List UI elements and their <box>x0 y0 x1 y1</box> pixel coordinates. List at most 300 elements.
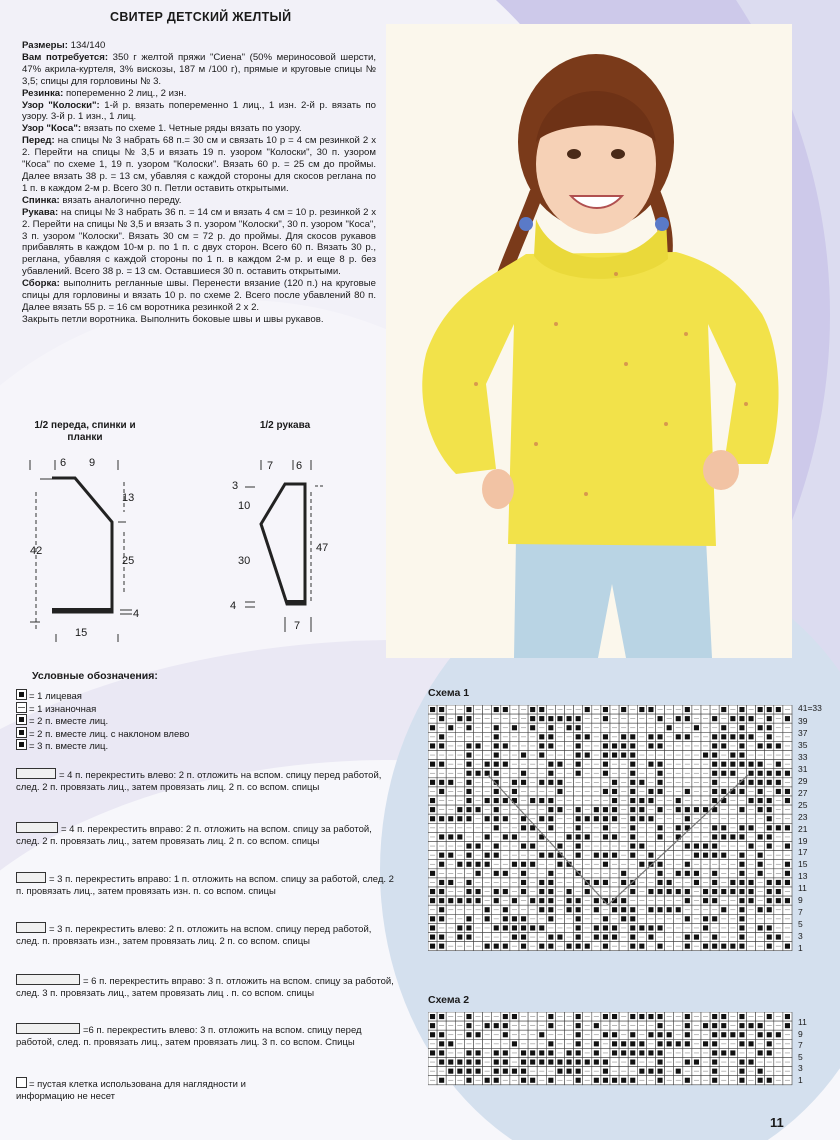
scheme1-knit-mark <box>466 707 471 712</box>
scheme1-knit-mark <box>485 907 490 912</box>
front-dim-right-2: 25 <box>122 555 135 567</box>
scheme1-knit-mark <box>439 935 444 940</box>
scheme1-knit-mark <box>567 898 572 903</box>
scheme1-knit-mark <box>712 825 717 830</box>
legend-item-text: = 1 изнаночная <box>29 703 97 715</box>
scheme1-knit-mark <box>694 853 699 858</box>
scheme2-knit-mark <box>630 1078 635 1083</box>
scheme1-knit-mark <box>503 889 508 894</box>
scheme1-knit-mark <box>567 907 572 912</box>
scheme1-knit-mark <box>658 734 663 739</box>
scheme1-knit-mark <box>466 725 471 730</box>
scheme2-knit-mark <box>767 1014 772 1019</box>
scheme1-knit-mark <box>739 725 744 730</box>
scheme2-knit-mark <box>712 1069 717 1074</box>
description-label: Рукава: <box>22 206 59 218</box>
scheme1-top-label: 41=33 <box>798 703 822 713</box>
scheme1-knit-mark <box>576 844 581 849</box>
scheme1-knit-mark <box>630 743 635 748</box>
scheme1-knit-mark <box>721 771 726 776</box>
scheme1-knit-mark <box>630 825 635 830</box>
scheme2-knit-mark <box>648 1032 653 1037</box>
description-text: вязать аналогично переду. <box>59 194 182 206</box>
scheme1-knit-mark <box>448 880 453 885</box>
scheme2-knit-mark <box>603 1078 608 1083</box>
row-number: 35 <box>798 739 808 750</box>
scheme1-knit-mark <box>585 707 590 712</box>
scheme2-knit-mark <box>557 1069 562 1074</box>
scheme1-knit-mark <box>739 716 744 721</box>
scheme1-knit-mark <box>767 716 772 721</box>
scheme1-knit-mark <box>557 716 562 721</box>
scheme2-knit-mark <box>767 1032 772 1037</box>
scheme2-knit-mark <box>457 1069 462 1074</box>
scheme2-knit-mark <box>567 1069 572 1074</box>
scheme1-knit-mark <box>685 734 690 739</box>
scheme1-knit-mark <box>776 771 781 776</box>
scheme1-knit-mark <box>503 907 508 912</box>
scheme1-knit-mark <box>576 716 581 721</box>
scheme2-knit-mark <box>658 1060 663 1065</box>
scheme2-knit-mark <box>430 1023 435 1028</box>
scheme1-knit-mark <box>739 743 744 748</box>
description-text: выполнить регланные швы. Перенести вязание (120 п.) на круговые спицы для горловины и вязать 10 р. по схеме 2. Всего после убавлений 80 п. Далее вязать 55 р. = 16 см воротника резинкой 2 х 2. <box>22 278 376 313</box>
scheme2-knit-mark <box>576 1032 581 1037</box>
scheme1-knit-mark <box>767 743 772 748</box>
scheme2-knit-mark <box>685 1032 690 1037</box>
legend-item-text: = 2 п. вместе лиц. <box>29 716 109 727</box>
scheme1-knit-mark <box>767 825 772 830</box>
scheme1-knit-mark <box>739 925 744 930</box>
cable-4-right-icon <box>16 822 58 833</box>
row-number: 31 <box>798 763 808 774</box>
scheme1-knit-mark <box>630 925 635 930</box>
scheme1-knit-mark <box>494 789 499 794</box>
scheme1-knit-mark <box>439 707 444 712</box>
scheme1-knit-mark <box>466 925 471 930</box>
scheme2-knit-mark <box>639 1014 644 1019</box>
scheme2-knit-mark <box>548 1078 553 1083</box>
scheme1-knit-mark <box>676 871 681 876</box>
scheme1-knit-mark <box>621 707 626 712</box>
scheme1-knit-mark <box>749 798 754 803</box>
scheme1-knit-mark <box>612 743 617 748</box>
legend-cable-item <box>16 1023 394 1049</box>
scheme1-knit-mark <box>439 898 444 903</box>
scheme2-knit-mark <box>703 1041 708 1046</box>
scheme1-knit-mark <box>639 707 644 712</box>
scheme2-knit-mark <box>630 1041 635 1046</box>
scheme1-knit-mark <box>466 789 471 794</box>
scheme1-knit-mark <box>630 889 635 894</box>
scheme2-knit-mark <box>739 1078 744 1083</box>
scheme1-knit-mark <box>476 898 481 903</box>
scheme1-knit-mark <box>439 907 444 912</box>
scheme2-knit-mark <box>494 1069 499 1074</box>
scheme2-knit-mark <box>676 1041 681 1046</box>
scheme2-knit-mark <box>621 1050 626 1055</box>
scheme1-knit-mark <box>576 944 581 949</box>
scheme1-knit-mark <box>530 725 535 730</box>
scheme1-knit-mark <box>494 743 499 748</box>
scheme1-knit-mark <box>767 725 772 730</box>
scheme1-knit-mark <box>439 889 444 894</box>
scheme1-knit-mark <box>548 907 553 912</box>
scheme1-knit-mark <box>758 762 763 767</box>
scheme2-knit-mark <box>476 1050 481 1055</box>
scheme1-knit-mark <box>548 807 553 812</box>
scheme1-knit-mark <box>594 816 599 821</box>
scheme1-knit-mark <box>476 871 481 876</box>
scheme1-knit-mark <box>448 834 453 839</box>
scheme1-knit-mark <box>658 880 663 885</box>
scheme1-knit-mark <box>685 807 690 812</box>
scheme1-knit-mark <box>521 862 526 867</box>
scheme2-knit-mark <box>430 1014 435 1019</box>
scheme2-knit-mark <box>758 1023 763 1028</box>
scheme1-knit-mark <box>712 716 717 721</box>
scheme2-knit-mark <box>730 1032 735 1037</box>
scheme1-knit-mark <box>776 825 781 830</box>
scheme1-knit-mark <box>621 916 626 921</box>
scheme1-knit-mark <box>603 935 608 940</box>
scheme1-knit-mark <box>439 734 444 739</box>
row-number: 19 <box>798 835 808 846</box>
scheme1-knit-mark <box>530 898 535 903</box>
scheme1-knit-mark <box>485 798 490 803</box>
scheme1-knit-mark <box>621 898 626 903</box>
scheme1-knit-mark <box>512 898 517 903</box>
scheme1-knit-mark <box>521 844 526 849</box>
scheme1-knit-mark <box>448 853 453 858</box>
scheme1-knit-mark <box>658 789 663 794</box>
scheme1-knit-mark <box>630 844 635 849</box>
row-number: 5 <box>798 1051 803 1062</box>
row-number: 7 <box>798 1040 803 1051</box>
scheme1-knit-mark <box>758 834 763 839</box>
scheme1-knit-mark <box>485 816 490 821</box>
scheme1-knit-mark <box>503 916 508 921</box>
description-paragraph <box>22 40 376 52</box>
knit-stitch-icon <box>16 689 27 700</box>
scheme2-knit-mark <box>685 1014 690 1019</box>
scheme1-knit-mark <box>730 716 735 721</box>
scheme1-knit-mark <box>767 780 772 785</box>
scheme1-knit-mark <box>658 862 663 867</box>
scheme1-knit-mark <box>603 716 608 721</box>
scheme2-knit-mark <box>476 1032 481 1037</box>
scheme1-knit-mark <box>503 925 508 930</box>
scheme1-knit-mark <box>430 725 435 730</box>
scheme1-knit-mark <box>485 944 490 949</box>
scheme1-knit-mark <box>785 798 790 803</box>
scheme1-knit-mark <box>539 798 544 803</box>
scheme1-knit-mark <box>557 935 562 940</box>
scheme1-knit-mark <box>685 889 690 894</box>
scheme1-knit-mark <box>521 935 526 940</box>
scheme2-chart <box>428 1012 794 1086</box>
scheme1-knit-mark <box>712 853 717 858</box>
scheme1-knit-mark <box>494 898 499 903</box>
description-paragraph <box>22 100 376 124</box>
scheme2-knit-mark <box>576 1050 581 1055</box>
scheme1-knit-mark <box>512 862 517 867</box>
scheme2-knit-mark <box>448 1069 453 1074</box>
scheme1-knit-mark <box>721 762 726 767</box>
scheme1-knit-mark <box>648 889 653 894</box>
scheme1-knit-mark <box>530 716 535 721</box>
scheme2-knit-mark <box>485 1078 490 1083</box>
scheme2-knit-mark <box>530 1050 535 1055</box>
scheme1-knit-mark <box>539 925 544 930</box>
row-number: 33 <box>798 751 808 762</box>
scheme1-knit-mark <box>658 925 663 930</box>
scheme1-knit-mark <box>767 944 772 949</box>
scheme1-knit-mark <box>630 780 635 785</box>
scheme2-knit-mark <box>739 1014 744 1019</box>
scheme1-knit-mark <box>439 816 444 821</box>
row-number: 1 <box>798 943 803 954</box>
scheme1-knit-mark <box>466 898 471 903</box>
scheme2-knit-mark <box>539 1060 544 1065</box>
scheme2-knit-mark <box>503 1050 508 1055</box>
scheme1-knit-mark <box>749 825 754 830</box>
scheme1-knit-mark <box>703 944 708 949</box>
scheme1-knit-mark <box>476 807 481 812</box>
scheme1-knit-mark <box>685 707 690 712</box>
scheme1-knit-mark <box>557 780 562 785</box>
scheme1-knit-mark <box>739 935 744 940</box>
scheme1-knit-mark <box>521 944 526 949</box>
scheme1-knit-mark <box>776 762 781 767</box>
description-paragraph <box>22 314 376 326</box>
scheme2-knit-mark <box>539 1032 544 1037</box>
scheme2-knit-mark <box>739 1023 744 1028</box>
scheme1-knit-mark <box>439 780 444 785</box>
scheme2-knit-mark <box>630 1014 635 1019</box>
row-number: 17 <box>798 847 808 858</box>
legend-cable-text: = 6 п. перекрестить вправо: 3 п. отложить на вспом. спицу за работой, след. 3 п. провязать лиц., затем провязать лиц . п. со вспом. спицы <box>16 976 394 999</box>
scheme2-knit-mark <box>594 1041 599 1046</box>
scheme1-knit-mark <box>648 798 653 803</box>
scheme1-knit-mark <box>485 762 490 767</box>
scheme1-knit-mark <box>576 816 581 821</box>
scheme1-knit-mark <box>730 762 735 767</box>
scheme1-knit-mark <box>739 898 744 903</box>
scheme1-knit-mark <box>630 734 635 739</box>
scheme1-knit-mark <box>749 762 754 767</box>
scheme2-knit-mark <box>758 1069 763 1074</box>
row-number: 23 <box>798 811 808 822</box>
sleeve-dim-right: 47 <box>316 542 329 554</box>
scheme1-knit-mark <box>694 871 699 876</box>
scheme2-knit-mark <box>703 1023 708 1028</box>
purl-stitch-icon <box>16 702 27 713</box>
scheme1-knit-mark <box>567 725 572 730</box>
scheme1-knit-mark <box>685 944 690 949</box>
cable-3-right-icon <box>16 872 46 883</box>
scheme2-knit-mark <box>648 1014 653 1019</box>
scheme1-knit-mark <box>494 734 499 739</box>
scheme1-knit-mark <box>639 807 644 812</box>
scheme1-knit-mark <box>767 889 772 894</box>
scheme2-knit-mark <box>785 1014 790 1019</box>
scheme1-knit-mark <box>749 771 754 776</box>
scheme1-knit-mark <box>430 743 435 748</box>
scheme1-knit-mark <box>503 762 508 767</box>
scheme1-knit-mark <box>712 762 717 767</box>
scheme1-knit-mark <box>639 780 644 785</box>
scheme1-knit-mark <box>503 871 508 876</box>
scheme2-knit-mark <box>712 1060 717 1065</box>
scheme1-knit-mark <box>776 743 781 748</box>
scheme1-knit-mark <box>721 789 726 794</box>
scheme1-knit-mark <box>430 916 435 921</box>
scheme2-knit-mark <box>658 1078 663 1083</box>
scheme1-knit-mark <box>603 853 608 858</box>
scheme1-knit-mark <box>703 898 708 903</box>
description-text: на спицы № 3 набрать 68 п.= 30 см и связать 10 р = 4 см резинкой 2 х 2. Перейти на спицы № 3,5 и вязать 19 п. узором "Колоски", 30 п. узором "Коса" по схеме 1, 19 п. узором "Колоски". Вязать 60 р. = 25 см до проймы. Далее вязать 38 р. = 13 см, убавляя с каждой стороны для скосов реглана по 1 п. в каждом 2-м р. Всего 30 п. Петли оставить открытыми. <box>22 135 376 194</box>
scheme1-knit-mark <box>594 898 599 903</box>
scheme1-knit-mark <box>530 798 535 803</box>
scheme1-knit-mark <box>548 716 553 721</box>
scheme1-knit-mark <box>430 798 435 803</box>
scheme1-knit-mark <box>512 935 517 940</box>
scheme2-knit-mark <box>457 1060 462 1065</box>
scheme1-knit-mark <box>539 743 544 748</box>
scheme2-knit-mark <box>721 1050 726 1055</box>
scheme1-knit-mark <box>494 871 499 876</box>
scheme2-knit-mark <box>685 1041 690 1046</box>
scheme1-knit-mark <box>658 825 663 830</box>
scheme1-knit-mark <box>712 935 717 940</box>
scheme1-knit-mark <box>466 816 471 821</box>
scheme1-knit-mark <box>648 935 653 940</box>
scheme2-knit-mark <box>721 1032 726 1037</box>
k3tog-icon <box>16 739 27 750</box>
scheme1-knit-mark <box>685 844 690 849</box>
scheme1-knit-mark <box>567 889 572 894</box>
scheme1-knit-mark <box>758 798 763 803</box>
scheme1-knit-mark <box>576 725 581 730</box>
scheme1-knit-mark <box>721 825 726 830</box>
scheme2-knit-mark <box>494 1050 499 1055</box>
description-text: попеременно 2 лиц., 2 изн. <box>63 87 187 99</box>
scheme2-knit-mark <box>603 1069 608 1074</box>
scheme1-knit-mark <box>612 807 617 812</box>
scheme2-knit-mark <box>612 1014 617 1019</box>
scheme2-knit-mark <box>585 1060 590 1065</box>
scheme1-knit-mark <box>466 807 471 812</box>
scheme1-knit-mark <box>758 780 763 785</box>
scheme1-knit-mark <box>630 771 635 776</box>
scheme1-knit-mark <box>767 771 772 776</box>
scheme1-knit-mark <box>585 734 590 739</box>
scheme1-knit-mark <box>521 889 526 894</box>
scheme1-title: Схема 1 <box>428 687 470 699</box>
scheme1-knit-mark <box>430 944 435 949</box>
scheme1-knit-mark <box>521 871 526 876</box>
scheme1-knit-mark <box>503 816 508 821</box>
scheme1-knit-mark <box>494 762 499 767</box>
scheme2-knit-mark <box>630 1050 635 1055</box>
scheme1-knit-mark <box>658 716 663 721</box>
scheme1-knit-mark <box>557 862 562 867</box>
scheme1-knit-mark <box>494 816 499 821</box>
scheme1-knit-mark <box>530 925 535 930</box>
description-label: Размеры: <box>22 40 68 51</box>
scheme1-knit-mark <box>503 743 508 748</box>
scheme1-knit-mark <box>576 825 581 830</box>
scheme2-knit-mark <box>548 1060 553 1065</box>
scheme1-knit-mark <box>758 707 763 712</box>
scheme1-knit-mark <box>703 925 708 930</box>
scheme1-knit-mark <box>767 907 772 912</box>
scheme1-knit-mark <box>630 807 635 812</box>
scheme1-knit-mark <box>612 853 617 858</box>
scheme1-knit-mark <box>739 916 744 921</box>
row-number: 1 <box>798 1075 803 1085</box>
scheme1-knit-mark <box>739 734 744 739</box>
cable-4-left-icon <box>16 768 56 779</box>
scheme1-knit-mark <box>567 834 572 839</box>
scheme1-knit-mark <box>567 944 572 949</box>
scheme1-knit-mark <box>721 889 726 894</box>
scheme1-knit-mark <box>594 853 599 858</box>
scheme1-knit-mark <box>658 771 663 776</box>
scheme1-knit-mark <box>676 716 681 721</box>
scheme1-knit-mark <box>712 944 717 949</box>
scheme1-knit-mark <box>630 753 635 758</box>
scheme1-knit-mark <box>430 898 435 903</box>
scheme2-knit-mark <box>667 1032 672 1037</box>
scheme1-knit-mark <box>667 889 672 894</box>
scheme1-knit-mark <box>439 880 444 885</box>
scheme2-knit-mark <box>466 1069 471 1074</box>
scheme1-knit-mark <box>548 771 553 776</box>
scheme1-knit-mark <box>512 780 517 785</box>
scheme2-knit-mark <box>767 1041 772 1046</box>
scheme2-knit-mark <box>658 1041 663 1046</box>
scheme1-knit-mark <box>548 889 553 894</box>
scheme1-knit-mark <box>630 816 635 821</box>
scheme1-knit-mark <box>730 889 735 894</box>
scheme2-knit-mark <box>576 1069 581 1074</box>
scheme2-knit-mark <box>439 1014 444 1019</box>
scheme1-knit-mark <box>621 734 626 739</box>
scheme1-knit-mark <box>439 853 444 858</box>
scheme1-knit-mark <box>585 816 590 821</box>
scheme2-knit-mark <box>494 1060 499 1065</box>
scheme1-knit-mark <box>530 844 535 849</box>
scheme1-knit-mark <box>494 825 499 830</box>
scheme2-knit-mark <box>521 1069 526 1074</box>
scheme1-knit-mark <box>603 834 608 839</box>
legend-item <box>16 739 108 753</box>
description-label: Спинка: <box>22 194 60 206</box>
scheme1-knit-mark <box>776 880 781 885</box>
row-number: 27 <box>798 787 808 798</box>
scheme2-knit-mark <box>503 1032 508 1037</box>
scheme1-knit-mark <box>439 716 444 721</box>
sleeve-dim-top-2: 6 <box>296 460 303 472</box>
description-paragraph <box>22 52 376 88</box>
scheme2-knit-mark <box>612 1041 617 1046</box>
scheme1-knit-mark <box>466 743 471 748</box>
scheme1-knit-mark <box>749 889 754 894</box>
scheme2-knit-mark <box>639 1069 644 1074</box>
scheme1-knit-mark <box>658 807 663 812</box>
